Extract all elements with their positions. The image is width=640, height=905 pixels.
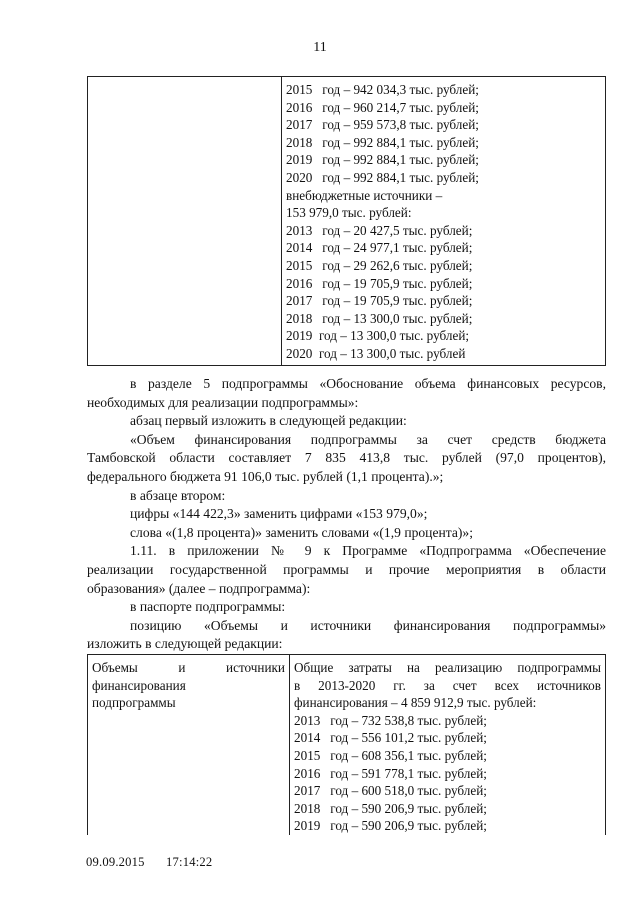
paragraph: в абзаце втором: bbox=[130, 487, 226, 503]
table-line: 2015 год – 29 262,6 тыс. рублей; bbox=[286, 257, 473, 273]
table-line: 2014 год – 556 101,2 тыс. рублей; bbox=[294, 730, 487, 746]
paragraph: «Объем финансирования подпрограммы за счет средств бюджета bbox=[130, 431, 606, 447]
table-line: 2018 год – 13 300,0 тыс. рублей; bbox=[286, 310, 473, 326]
table-line: 2019 год – 590 206,9 тыс. рублей; bbox=[294, 818, 487, 834]
table-cell-financing-values bbox=[282, 77, 606, 366]
paragraph-continuation: Тамбовской области составляет 7 835 413,8 тыс. рублей (97,0 процентов), bbox=[87, 450, 606, 466]
page-number: 11 bbox=[313, 40, 327, 55]
paragraph: слова «(1,8 процента)» заменить словами «(1,9 процента)»; bbox=[130, 524, 474, 540]
table-line: 2016 год – 19 705,9 тыс. рублей; bbox=[286, 275, 473, 291]
table-line: 2016 год – 960 214,7 тыс. рублей; bbox=[286, 99, 479, 115]
paragraph: абзац первый изложить в следующей редакции: bbox=[130, 413, 407, 429]
table-cell-financing-values bbox=[290, 655, 606, 835]
paragraph: позицию «Объемы и источники финансирования подпрограммы» bbox=[130, 617, 606, 633]
paragraph-continuation: реализации государственной программы и прочие мероприятия в области bbox=[87, 561, 606, 577]
document-body bbox=[87, 375, 606, 654]
table-line: 2015 год – 608 356,1 тыс. рублей; bbox=[294, 747, 487, 763]
paragraph-continuation: федерального бюджета 91 106,0 тыс. рублей (1,1 процента).»; bbox=[87, 468, 444, 484]
paragraph: в разделе 5 подпрограммы «Обоснование объема финансовых ресурсов, bbox=[130, 376, 606, 391]
table-line: 2019 год – 992 884,1 тыс. рублей; bbox=[286, 152, 479, 168]
table-line: финансирования – 4 859 912,9 тыс. рублей: bbox=[294, 695, 537, 711]
print-time: 17:14:22 bbox=[166, 855, 213, 869]
paragraph-continuation: образования» (далее – подпрограмма): bbox=[87, 580, 311, 596]
financing-table-continued bbox=[87, 76, 606, 366]
paragraph: цифры «144 422,3» заменить цифрами «153 979,0»; bbox=[130, 506, 428, 522]
table-line: 2013 год – 20 427,5 тыс. рублей; bbox=[286, 222, 473, 238]
table-row bbox=[88, 655, 606, 835]
table-line: 2016 год – 591 778,1 тыс. рублей; bbox=[294, 765, 487, 781]
table-line: 2017 год – 19 705,9 тыс. рублей; bbox=[286, 293, 473, 309]
financing-sources-table bbox=[87, 654, 606, 835]
table-line: 2020 год – 13 300,0 тыс. рублей bbox=[286, 345, 466, 361]
table-line: 2015 год – 942 034,3 тыс. рублей; bbox=[286, 82, 479, 97]
table-row bbox=[88, 77, 606, 366]
paragraph: 1.11. в приложении № 9 к Программе «Подпрограмма «Обеспечение bbox=[130, 543, 606, 559]
paragraph-continuation: изложить в следующей редакции: bbox=[87, 636, 283, 652]
table-line: Общие затраты на реализацию подпрограммы bbox=[294, 660, 601, 675]
table-line: 153 979,0 тыс. рублей: bbox=[286, 205, 412, 221]
table-label-line: Объемы и источники bbox=[92, 660, 285, 675]
table-line: 2014 год – 24 977,1 тыс. рублей; bbox=[286, 240, 473, 256]
print-timestamp bbox=[86, 855, 230, 870]
print-date: 09.09.2015 bbox=[86, 855, 145, 869]
table-label-line: финансирования bbox=[92, 677, 186, 693]
table-line: 2017 год – 600 518,0 тыс. рублей; bbox=[294, 783, 487, 799]
table-cell-label bbox=[88, 655, 290, 835]
table-line: 2019 год – 13 300,0 тыс. рублей; bbox=[286, 328, 470, 344]
table-line: в 2013-2020 гг. за счет всех источников bbox=[294, 677, 601, 693]
table-line: 2013 год – 732 538,8 тыс. рублей; bbox=[294, 712, 487, 728]
table-line: 2017 год – 959 573,8 тыс. рублей; bbox=[286, 117, 479, 133]
table-line: 2020 год – 992 884,1 тыс. рублей; bbox=[286, 169, 479, 185]
table-label-line: подпрограммы bbox=[92, 695, 176, 711]
paragraph: в паспорте подпрограммы: bbox=[130, 599, 286, 615]
table-cell-empty bbox=[88, 77, 282, 366]
table-line: 2018 год – 590 206,9 тыс. рублей; bbox=[294, 800, 487, 816]
table-line: 2018 год – 992 884,1 тыс. рублей; bbox=[286, 134, 479, 150]
paragraph-continuation: необходимых для реализации подпрограммы»: bbox=[87, 394, 359, 410]
table-line: внебюджетные источники – bbox=[286, 187, 443, 203]
